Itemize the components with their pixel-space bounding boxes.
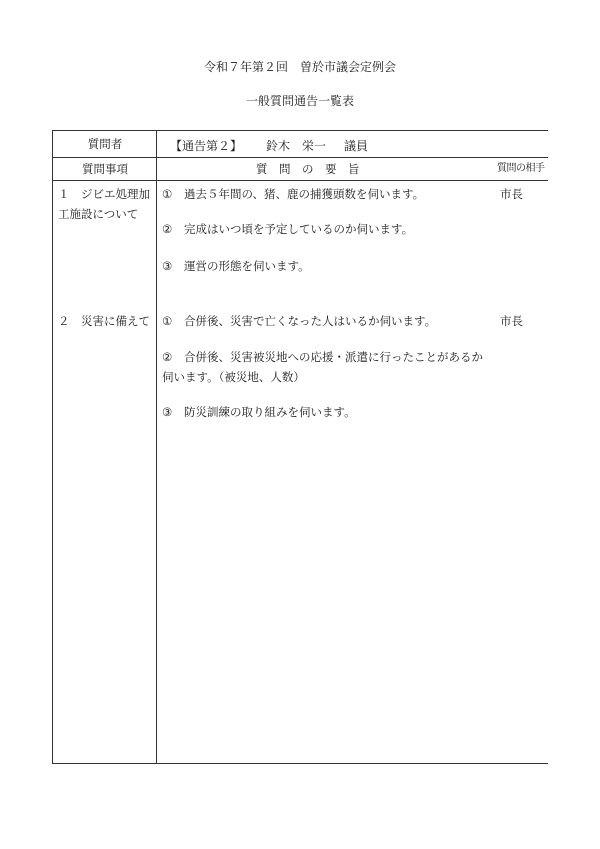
member-name: 鈴木 栄一 [266,139,327,153]
table-bottom-border [52,763,548,764]
question-number: ② [162,222,173,236]
document-title: 令和７年第２回 曽於市議会定例会 [203,60,396,74]
question-number: ① [162,314,173,328]
item-respondent: 市長 [500,187,523,201]
question-number: ③ [162,405,173,419]
header-divider [52,157,548,158]
item-topic: ２ 災害に備えて [58,314,150,328]
question-line [162,347,492,387]
column-divider [156,130,157,764]
question-text: 運営の形態を伺います。 [184,259,310,273]
member-title: 議員 [344,139,369,153]
table-top-border [52,130,548,131]
column-header-topic: 質問事項 [82,162,128,176]
question-text: 合併後、災害で亡くなった人はいるか伺います。 [184,314,437,328]
question-line [162,256,492,276]
question-text: 過去５年間の、猪、鹿の捕獲頭数を伺います。 [184,187,425,201]
notice-number: 【通告第２】 [170,139,243,153]
question-number: ③ [162,259,173,273]
document-subtitle: 一般質問通告一覧表 [245,94,354,108]
question-number: ① [162,187,173,201]
question-text: 完成はいつ頃を予定しているのか伺います。 [184,222,414,236]
question-text: 合併後、災害被災地への応援・派遣に行ったことがあるか伺います。（被災地、人数） [162,350,483,384]
column-header-respondent: 質問の相手 [497,163,545,174]
table-left-border [52,130,53,764]
question-line [162,219,492,239]
column-header-gist: 質 問 の 要 旨 [256,162,360,176]
question-line [162,311,492,331]
column-header-divider [52,180,548,181]
item-respondent: 市長 [500,314,523,328]
question-text: 防災訓練の取り組みを伺います。 [184,405,356,419]
question-line [162,184,492,204]
question-number: ② [162,350,173,364]
questioner-label: 質問者 [87,137,123,151]
question-line [162,402,492,422]
item-topic: １ ジビエ処理加工施設について [58,187,150,221]
